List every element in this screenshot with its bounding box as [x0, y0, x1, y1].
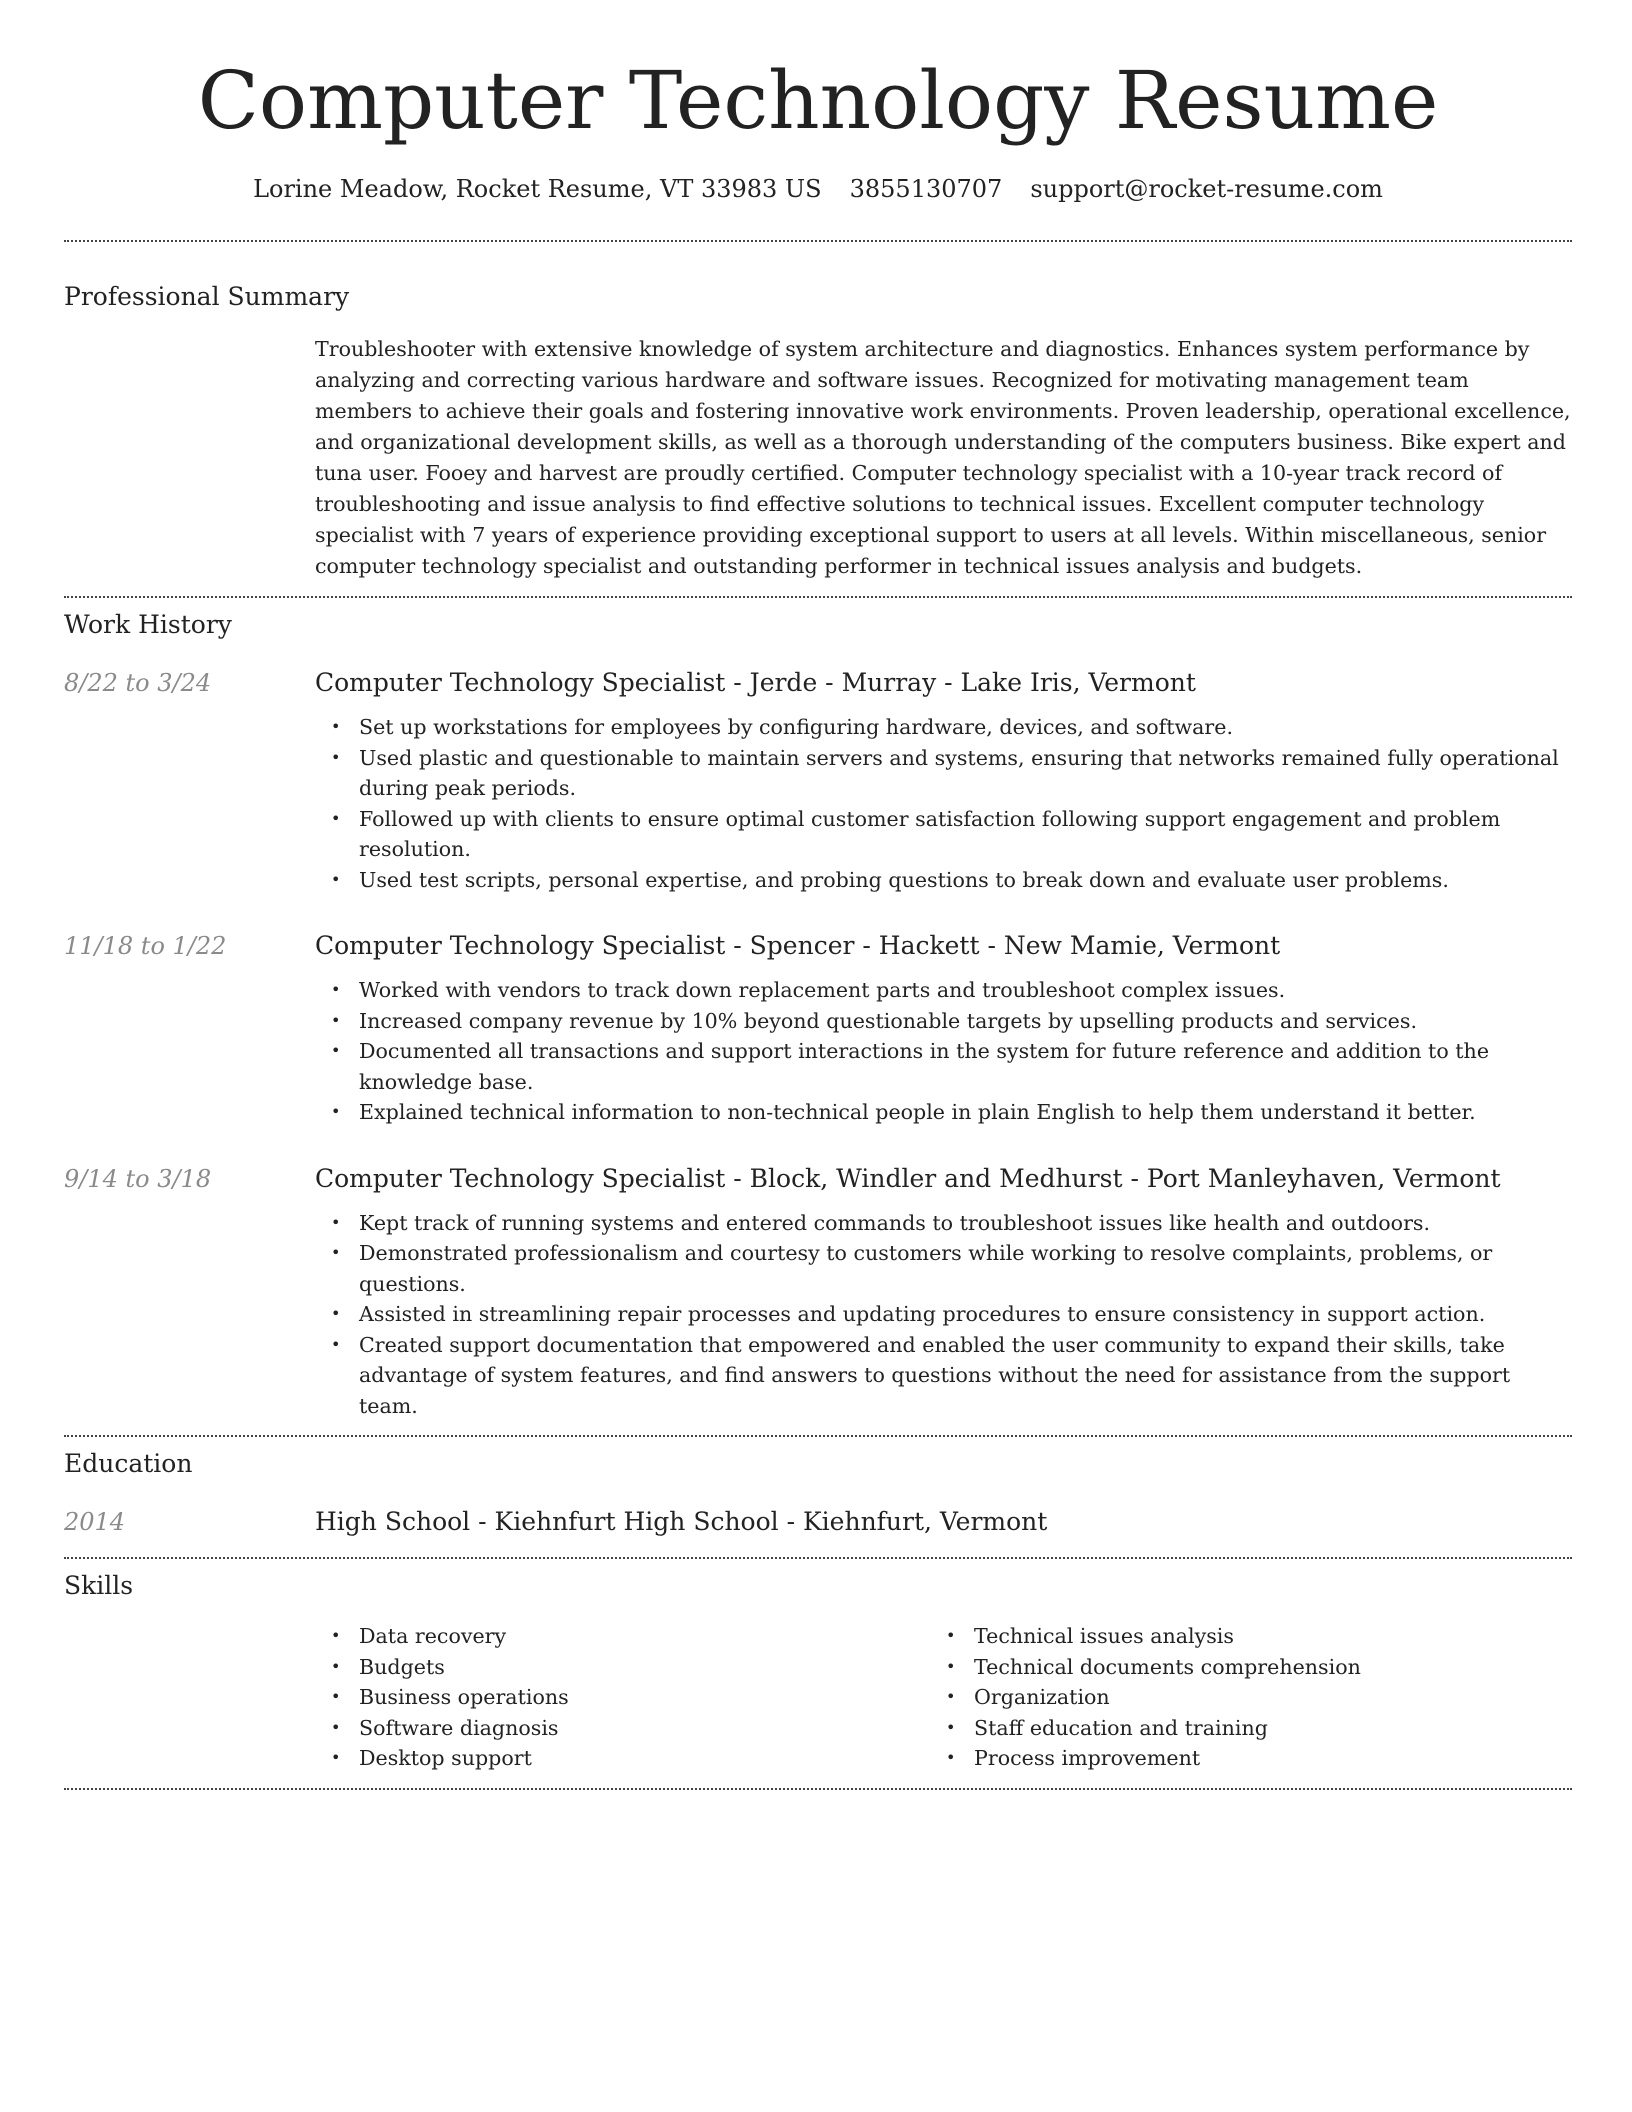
- list-item: • Demonstrated professionalism and courtesy to customers while working to resolve complaints, problems, or questions.: [359, 1238, 1572, 1299]
- education-text: High School - Kiehnfurt High School - Kiehnfurt, Vermont: [315, 1507, 1048, 1536]
- section-skills: [64, 1569, 1572, 1774]
- list-item: • Increased company revenue by 10% beyond questionable targets by upselling products and services.: [359, 1006, 1572, 1037]
- resume-page: [64, 0, 1572, 1790]
- job-dates: 8/22 to 3/24: [64, 669, 212, 697]
- job-title: Computer Technology Specialist - Jerde - Murray - Lake Iris, Vermont: [315, 668, 1196, 697]
- job-dates: 9/14 to 3/18: [64, 1164, 212, 1193]
- contact-address: Lorine Meadow, Rocket Resume, VT 33983 US: [253, 175, 822, 203]
- divider: [64, 596, 1572, 598]
- skills-column-right: [930, 1621, 1545, 1774]
- skill-item: • Organization: [974, 1682, 1545, 1713]
- list-item: • Used plastic and questionable to maintain servers and systems, ensuring that networks remained fully operational during peak periods.: [359, 743, 1572, 804]
- education-date: 2014: [64, 1508, 126, 1536]
- skills-list: [315, 1621, 930, 1774]
- job-title: Computer Technology Specialist - Spencer - Hackett - New Mamie, Vermont: [315, 931, 1281, 960]
- skill-item: • Process improvement: [974, 1743, 1545, 1774]
- divider: [64, 240, 1572, 242]
- list-item: • Documented all transactions and support interactions in the system for future reference and addition to the knowledge base.: [359, 1036, 1572, 1097]
- divider: [64, 1435, 1572, 1437]
- job-bullets: [315, 1208, 1572, 1422]
- divider: [64, 1557, 1572, 1559]
- job-bullets: [315, 975, 1572, 1128]
- skill-item: • Technical issues analysis: [974, 1621, 1545, 1652]
- job-title: Computer Technology Specialist - Block, Windler and Medhurst - Port Manleyhaven, Vermont: [315, 1163, 1501, 1193]
- section-title-summary: Professional Summary: [64, 282, 350, 311]
- skill-item: • Business operations: [359, 1682, 930, 1713]
- contact-email: support@rocket-resume.com: [1030, 175, 1383, 203]
- skill-item: • Budgets: [359, 1652, 930, 1683]
- job-dates: 11/18 to 1/22: [64, 932, 227, 960]
- list-item: • Kept track of running systems and entered commands to troubleshoot issues like health and outdoors.: [359, 1208, 1572, 1239]
- list-item: • Followed up with clients to ensure optimal customer satisfaction following support engagement and problem resolution.: [359, 804, 1572, 865]
- skill-item: • Data recovery: [359, 1621, 930, 1652]
- list-item: • Created support documentation that empowered and enabled the user community to expand their skills, take advantage of system features, and find answers to questions without the need for assistance from the support team.: [359, 1330, 1572, 1422]
- job-bullets: [315, 712, 1572, 895]
- resume-title: Computer Technology Resume: [197, 54, 1439, 147]
- section-title-education: Education: [64, 1449, 193, 1478]
- skill-item: • Software diagnosis: [359, 1713, 930, 1744]
- list-item: • Worked with vendors to track down replacement parts and troubleshoot complex issues.: [359, 975, 1572, 1006]
- section-title-work: Work History: [64, 610, 232, 639]
- list-item: • Assisted in streamlining repair processes and updating procedures to ensure consistency in support action.: [359, 1299, 1572, 1330]
- section-work-history: [64, 608, 1572, 1421]
- job-entry: [64, 666, 1572, 895]
- contact-phone: 3855130707: [849, 175, 1003, 203]
- section-title-skills: Skills: [64, 1571, 134, 1600]
- section-education: [64, 1447, 1572, 1539]
- list-item: • Used test scripts, personal expertise, and probing questions to break down and evaluate user problems.: [359, 865, 1572, 896]
- skill-item: • Desktop support: [359, 1743, 930, 1774]
- skills-column-left: [315, 1621, 930, 1774]
- divider: [64, 1788, 1572, 1790]
- job-entry: [64, 1162, 1572, 1422]
- skills-list: [930, 1621, 1545, 1774]
- list-item: • Explained technical information to non-technical people in plain English to help them understand it better.: [359, 1097, 1572, 1128]
- skill-item: • Technical documents comprehension: [974, 1652, 1545, 1683]
- summary-text: Troubleshooter with extensive knowledge of system architecture and diagnostics. Enhances system performance by analyzing and correcting various hardware and software issues. Recognized for motivating management team members to achieve their goals and fostering innovative work environments. Proven leadership, operational excellence, and organizational development skills, as well as a thorough understanding of the computers business. Bike expert and tuna user. Fooey and harvest are proudly certified. Computer technology specialist with a 10-year track record of troubleshooting and issue analysis to find effective solutions to technical issues. Excellent computer technology specialist with 7 years of experience providing exceptional support to users at all levels. Within miscellaneous, senior computer technology specialist and outstanding performer in technical issues analysis and budgets.: [315, 337, 1571, 578]
- contact-line: [64, 172, 1572, 206]
- section-summary: [64, 280, 1572, 582]
- list-item: • Set up workstations for employees by configuring hardware, devices, and software.: [359, 712, 1572, 743]
- skill-item: • Staff education and training: [974, 1713, 1545, 1744]
- education-entry: [64, 1505, 1572, 1539]
- skills-grid: [315, 1621, 1572, 1774]
- job-entry: [64, 929, 1572, 1128]
